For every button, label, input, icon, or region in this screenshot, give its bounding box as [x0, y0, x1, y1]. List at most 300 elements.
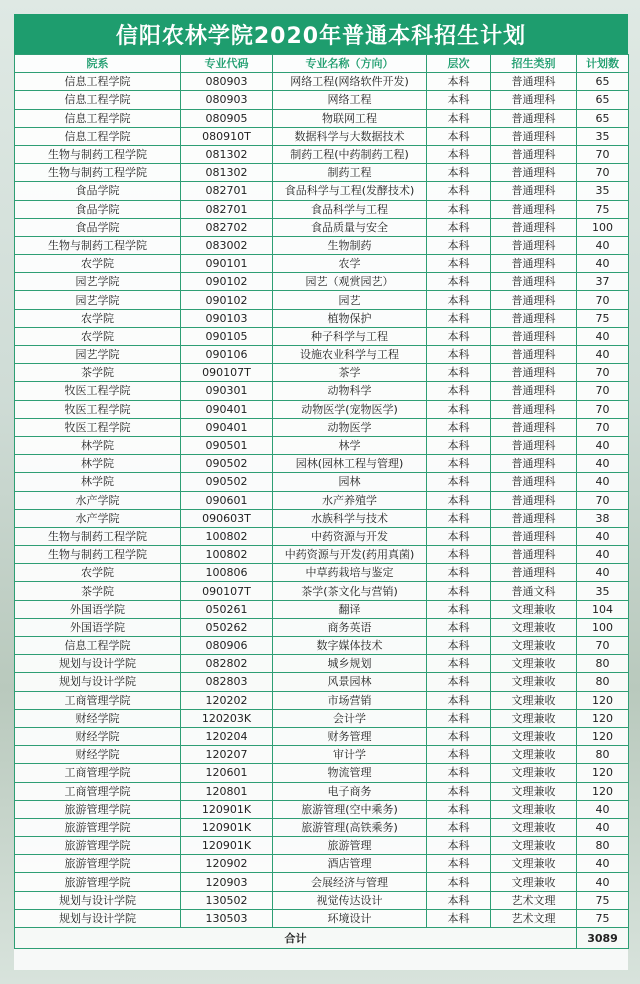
cell-department: 规划与设计学院 [15, 673, 181, 691]
table-row [15, 309, 629, 327]
cell-major-name: 财务管理 [273, 727, 427, 745]
cell-category: 普通理科 [491, 255, 577, 273]
cell-plan-count: 40 [577, 855, 629, 873]
cell-major-code: 090301 [181, 382, 273, 400]
total-value: 3089 [577, 928, 629, 949]
cell-level: 本科 [427, 364, 491, 382]
cell-level: 本科 [427, 837, 491, 855]
table-row [15, 837, 629, 855]
cell-level: 本科 [427, 600, 491, 618]
table-row [15, 909, 629, 927]
cell-major-name: 食品科学与工程 [273, 200, 427, 218]
table-row [15, 527, 629, 545]
header-plan-count: 计划数 [577, 55, 629, 73]
cell-level: 本科 [427, 618, 491, 636]
cell-category: 普通理科 [491, 527, 577, 545]
cell-level: 本科 [427, 746, 491, 764]
cell-department: 农学院 [15, 255, 181, 273]
table-row [15, 109, 629, 127]
cell-level: 本科 [427, 400, 491, 418]
cell-level: 本科 [427, 546, 491, 564]
table-row [15, 746, 629, 764]
cell-major-code: 120902 [181, 855, 273, 873]
cell-major-name: 动物医学 [273, 418, 427, 436]
table-row [15, 418, 629, 436]
cell-category: 普通理科 [491, 382, 577, 400]
table-header-row [15, 55, 629, 73]
cell-level: 本科 [427, 673, 491, 691]
cell-plan-count: 40 [577, 818, 629, 836]
cell-major-name: 动物医学(宠物医学) [273, 400, 427, 418]
cell-major-name: 制药工程 [273, 164, 427, 182]
cell-category: 普通理科 [491, 291, 577, 309]
cell-plan-count: 70 [577, 164, 629, 182]
table-row [15, 400, 629, 418]
cell-major-name: 中药资源与开发 [273, 527, 427, 545]
cell-major-code: 081302 [181, 145, 273, 163]
cell-major-code: 090501 [181, 436, 273, 454]
cell-major-code: 090105 [181, 327, 273, 345]
table-row [15, 509, 629, 527]
cell-department: 食品学院 [15, 200, 181, 218]
cell-plan-count: 70 [577, 400, 629, 418]
page-title: 信阳农林学院2020年普通本科招生计划 [14, 14, 628, 54]
cell-major-name: 动物科学 [273, 382, 427, 400]
cell-major-name: 物联网工程 [273, 109, 427, 127]
cell-level: 本科 [427, 182, 491, 200]
cell-major-code: 082701 [181, 182, 273, 200]
cell-plan-count: 75 [577, 309, 629, 327]
table-row [15, 273, 629, 291]
table-row [15, 291, 629, 309]
cell-plan-count: 70 [577, 637, 629, 655]
cell-department: 外国语学院 [15, 600, 181, 618]
cell-plan-count: 65 [577, 109, 629, 127]
cell-major-code: 090103 [181, 309, 273, 327]
cell-department: 茶学院 [15, 364, 181, 382]
cell-category: 普通理科 [491, 418, 577, 436]
total-row [15, 928, 629, 949]
cell-level: 本科 [427, 637, 491, 655]
cell-major-name: 旅游管理(空中乘务) [273, 800, 427, 818]
cell-major-name: 商务英语 [273, 618, 427, 636]
cell-major-name: 酒店管理 [273, 855, 427, 873]
table-row [15, 436, 629, 454]
cell-plan-count: 75 [577, 200, 629, 218]
cell-category: 文理兼收 [491, 691, 577, 709]
cell-department: 牧医工程学院 [15, 382, 181, 400]
table-row [15, 127, 629, 145]
cell-level: 本科 [427, 73, 491, 91]
cell-major-code: 120207 [181, 746, 273, 764]
cell-major-code: 090401 [181, 418, 273, 436]
cell-level: 本科 [427, 691, 491, 709]
table-row [15, 891, 629, 909]
cell-department: 旅游管理学院 [15, 818, 181, 836]
cell-level: 本科 [427, 218, 491, 236]
cell-category: 文理兼收 [491, 873, 577, 891]
cell-department: 财经学院 [15, 746, 181, 764]
cell-plan-count: 40 [577, 236, 629, 254]
cell-plan-count: 37 [577, 273, 629, 291]
cell-plan-count: 38 [577, 509, 629, 527]
cell-level: 本科 [427, 782, 491, 800]
cell-department: 规划与设计学院 [15, 655, 181, 673]
table-row [15, 382, 629, 400]
cell-major-name: 审计学 [273, 746, 427, 764]
cell-major-name: 食品质量与安全 [273, 218, 427, 236]
cell-plan-count: 40 [577, 346, 629, 364]
table-row [15, 691, 629, 709]
table-row [15, 727, 629, 745]
table-row [15, 346, 629, 364]
cell-department: 林学院 [15, 436, 181, 454]
cell-major-name: 园艺（观赏园艺） [273, 273, 427, 291]
cell-major-code: 120901K [181, 837, 273, 855]
cell-level: 本科 [427, 382, 491, 400]
cell-plan-count: 35 [577, 127, 629, 145]
cell-department: 信息工程学院 [15, 91, 181, 109]
cell-major-name: 园艺 [273, 291, 427, 309]
cell-department: 生物与制药工程学院 [15, 527, 181, 545]
cell-department: 旅游管理学院 [15, 855, 181, 873]
header-department: 院系 [15, 55, 181, 73]
cell-level: 本科 [427, 909, 491, 927]
cell-category: 文理兼收 [491, 655, 577, 673]
cell-category: 普通理科 [491, 127, 577, 145]
table-row [15, 255, 629, 273]
cell-major-name: 视觉传达设计 [273, 891, 427, 909]
cell-major-code: 090603T [181, 509, 273, 527]
cell-category: 文理兼收 [491, 746, 577, 764]
cell-level: 本科 [427, 309, 491, 327]
table-row [15, 673, 629, 691]
cell-department: 牧医工程学院 [15, 418, 181, 436]
cell-category: 普通理科 [491, 473, 577, 491]
cell-major-code: 120202 [181, 691, 273, 709]
cell-department: 工商管理学院 [15, 691, 181, 709]
table-row [15, 582, 629, 600]
cell-major-name: 旅游管理 [273, 837, 427, 855]
cell-level: 本科 [427, 582, 491, 600]
cell-major-code: 080906 [181, 637, 273, 655]
cell-major-name: 水族科学与技术 [273, 509, 427, 527]
total-label: 合计 [15, 928, 577, 949]
cell-department: 园艺学院 [15, 346, 181, 364]
cell-category: 普通理科 [491, 218, 577, 236]
cell-major-name: 植物保护 [273, 309, 427, 327]
cell-level: 本科 [427, 800, 491, 818]
cell-major-code: 090102 [181, 291, 273, 309]
table-row [15, 618, 629, 636]
cell-plan-count: 100 [577, 218, 629, 236]
cell-department: 旅游管理学院 [15, 873, 181, 891]
table-row [15, 546, 629, 564]
cell-level: 本科 [427, 109, 491, 127]
cell-plan-count: 100 [577, 618, 629, 636]
cell-major-code: 090106 [181, 346, 273, 364]
cell-major-code: 120204 [181, 727, 273, 745]
cell-level: 本科 [427, 145, 491, 163]
cell-category: 普通理科 [491, 546, 577, 564]
cell-major-code: 130503 [181, 909, 273, 927]
cell-category: 普通理科 [491, 182, 577, 200]
cell-level: 本科 [427, 564, 491, 582]
cell-major-name: 环境设计 [273, 909, 427, 927]
cell-major-name: 会展经济与管理 [273, 873, 427, 891]
cell-level: 本科 [427, 200, 491, 218]
cell-major-code: 082702 [181, 218, 273, 236]
cell-major-code: 080903 [181, 73, 273, 91]
cell-plan-count: 40 [577, 255, 629, 273]
cell-department: 信息工程学院 [15, 73, 181, 91]
cell-plan-count: 40 [577, 436, 629, 454]
cell-level: 本科 [427, 418, 491, 436]
cell-level: 本科 [427, 527, 491, 545]
cell-level: 本科 [427, 709, 491, 727]
cell-major-code: 080905 [181, 109, 273, 127]
cell-major-name: 网络工程(网络软件开发) [273, 73, 427, 91]
cell-plan-count: 75 [577, 909, 629, 927]
table-row [15, 218, 629, 236]
cell-major-name: 数字媒体技术 [273, 637, 427, 655]
cell-major-code: 080903 [181, 91, 273, 109]
cell-category: 文理兼收 [491, 637, 577, 655]
cell-level: 本科 [427, 255, 491, 273]
cell-major-code: 090101 [181, 255, 273, 273]
cell-major-code: 090401 [181, 400, 273, 418]
cell-category: 文理兼收 [491, 727, 577, 745]
cell-category: 艺术文理 [491, 891, 577, 909]
cell-department: 农学院 [15, 309, 181, 327]
cell-level: 本科 [427, 455, 491, 473]
cell-category: 普通理科 [491, 236, 577, 254]
cell-category: 普通理科 [491, 364, 577, 382]
cell-level: 本科 [427, 291, 491, 309]
cell-major-code: 090102 [181, 273, 273, 291]
cell-department: 农学院 [15, 327, 181, 345]
cell-category: 文理兼收 [491, 600, 577, 618]
cell-category: 普通理科 [491, 346, 577, 364]
enrollment-table [14, 54, 629, 949]
cell-department: 园艺学院 [15, 273, 181, 291]
cell-department: 信息工程学院 [15, 637, 181, 655]
cell-level: 本科 [427, 891, 491, 909]
table-row [15, 91, 629, 109]
cell-major-name: 设施农业科学与工程 [273, 346, 427, 364]
cell-department: 规划与设计学院 [15, 909, 181, 927]
cell-major-code: 050262 [181, 618, 273, 636]
table-row [15, 709, 629, 727]
cell-category: 普通理科 [491, 200, 577, 218]
cell-major-code: 090601 [181, 491, 273, 509]
cell-category: 普通理科 [491, 73, 577, 91]
table-row [15, 564, 629, 582]
cell-major-name: 水产养殖学 [273, 491, 427, 509]
cell-major-name: 生物制药 [273, 236, 427, 254]
cell-major-code: 090502 [181, 473, 273, 491]
cell-category: 普通理科 [491, 436, 577, 454]
cell-department: 食品学院 [15, 218, 181, 236]
enrollment-plan-sheet [14, 14, 628, 970]
cell-major-name: 数据科学与大数据技术 [273, 127, 427, 145]
cell-plan-count: 65 [577, 73, 629, 91]
cell-plan-count: 120 [577, 764, 629, 782]
cell-category: 文理兼收 [491, 800, 577, 818]
cell-category: 文理兼收 [491, 709, 577, 727]
cell-plan-count: 80 [577, 746, 629, 764]
cell-major-code: 100806 [181, 564, 273, 582]
cell-department: 茶学院 [15, 582, 181, 600]
cell-major-name: 林学 [273, 436, 427, 454]
table-row [15, 873, 629, 891]
table-row [15, 73, 629, 91]
cell-category: 普通理科 [491, 509, 577, 527]
table-row [15, 236, 629, 254]
cell-plan-count: 70 [577, 382, 629, 400]
table-row [15, 855, 629, 873]
cell-plan-count: 75 [577, 891, 629, 909]
cell-major-code: 082802 [181, 655, 273, 673]
cell-category: 普通理科 [491, 91, 577, 109]
cell-level: 本科 [427, 164, 491, 182]
cell-plan-count: 40 [577, 473, 629, 491]
cell-category: 普通理科 [491, 491, 577, 509]
table-row [15, 800, 629, 818]
cell-plan-count: 120 [577, 691, 629, 709]
cell-major-code: 100802 [181, 546, 273, 564]
cell-category: 普通理科 [491, 164, 577, 182]
cell-category: 普通理科 [491, 455, 577, 473]
cell-major-name: 茶学(茶文化与营销) [273, 582, 427, 600]
cell-department: 林学院 [15, 473, 181, 491]
cell-category: 普通理科 [491, 564, 577, 582]
cell-plan-count: 40 [577, 873, 629, 891]
cell-plan-count: 70 [577, 364, 629, 382]
table-row [15, 182, 629, 200]
cell-major-name: 翻译 [273, 600, 427, 618]
cell-category: 艺术文理 [491, 909, 577, 927]
cell-plan-count: 35 [577, 582, 629, 600]
cell-category: 普通理科 [491, 109, 577, 127]
table-row [15, 164, 629, 182]
cell-category: 普通文科 [491, 582, 577, 600]
cell-category: 文理兼收 [491, 618, 577, 636]
cell-plan-count: 80 [577, 673, 629, 691]
cell-department: 生物与制药工程学院 [15, 145, 181, 163]
cell-major-name: 农学 [273, 255, 427, 273]
cell-department: 旅游管理学院 [15, 800, 181, 818]
cell-plan-count: 65 [577, 91, 629, 109]
cell-department: 工商管理学院 [15, 782, 181, 800]
cell-plan-count: 40 [577, 800, 629, 818]
cell-department: 园艺学院 [15, 291, 181, 309]
cell-department: 信息工程学院 [15, 109, 181, 127]
cell-plan-count: 70 [577, 418, 629, 436]
cell-major-code: 120903 [181, 873, 273, 891]
cell-department: 牧医工程学院 [15, 400, 181, 418]
cell-major-name: 食品科学与工程(发酵技术) [273, 182, 427, 200]
cell-department: 财经学院 [15, 727, 181, 745]
cell-level: 本科 [427, 346, 491, 364]
cell-major-name: 会计学 [273, 709, 427, 727]
cell-major-code: 082701 [181, 200, 273, 218]
cell-major-name: 中草药栽培与鉴定 [273, 564, 427, 582]
cell-major-name: 物流管理 [273, 764, 427, 782]
cell-major-name: 制药工程(中药制药工程) [273, 145, 427, 163]
cell-major-name: 网络工程 [273, 91, 427, 109]
cell-level: 本科 [427, 327, 491, 345]
cell-major-name: 风景园林 [273, 673, 427, 691]
cell-level: 本科 [427, 236, 491, 254]
cell-major-code: 090107T [181, 364, 273, 382]
cell-major-name: 旅游管理(高铁乘务) [273, 818, 427, 836]
cell-level: 本科 [427, 436, 491, 454]
cell-level: 本科 [427, 473, 491, 491]
table-row [15, 145, 629, 163]
table-row [15, 200, 629, 218]
cell-level: 本科 [427, 873, 491, 891]
cell-category: 文理兼收 [491, 764, 577, 782]
cell-plan-count: 40 [577, 455, 629, 473]
cell-category: 文理兼收 [491, 673, 577, 691]
cell-department: 水产学院 [15, 509, 181, 527]
cell-category: 普通理科 [491, 145, 577, 163]
cell-major-name: 中药资源与开发(药用真菌) [273, 546, 427, 564]
cell-department: 生物与制药工程学院 [15, 236, 181, 254]
header-category: 招生类别 [491, 55, 577, 73]
cell-level: 本科 [427, 727, 491, 745]
cell-category: 普通理科 [491, 400, 577, 418]
cell-department: 生物与制药工程学院 [15, 164, 181, 182]
cell-department: 水产学院 [15, 491, 181, 509]
table-row [15, 764, 629, 782]
table-body [15, 73, 629, 928]
cell-major-code: 050261 [181, 600, 273, 618]
cell-major-code: 090502 [181, 455, 273, 473]
cell-major-name: 城乡规划 [273, 655, 427, 673]
cell-category: 文理兼收 [491, 818, 577, 836]
cell-department: 生物与制药工程学院 [15, 546, 181, 564]
cell-level: 本科 [427, 855, 491, 873]
table-row [15, 600, 629, 618]
cell-department: 食品学院 [15, 182, 181, 200]
cell-major-code: 080910T [181, 127, 273, 145]
cell-plan-count: 35 [577, 182, 629, 200]
cell-plan-count: 80 [577, 837, 629, 855]
header-major-code: 专业代码 [181, 55, 273, 73]
cell-plan-count: 70 [577, 145, 629, 163]
cell-major-code: 120203K [181, 709, 273, 727]
cell-major-code: 083002 [181, 236, 273, 254]
cell-plan-count: 104 [577, 600, 629, 618]
table-row [15, 655, 629, 673]
cell-major-name: 市场营销 [273, 691, 427, 709]
cell-category: 普通理科 [491, 309, 577, 327]
cell-department: 工商管理学院 [15, 764, 181, 782]
cell-department: 旅游管理学院 [15, 837, 181, 855]
cell-major-code: 120901K [181, 800, 273, 818]
cell-department: 信息工程学院 [15, 127, 181, 145]
cell-major-name: 园林(园林工程与管理) [273, 455, 427, 473]
cell-major-code: 081302 [181, 164, 273, 182]
cell-major-code: 120901K [181, 818, 273, 836]
cell-plan-count: 70 [577, 491, 629, 509]
cell-major-name: 电子商务 [273, 782, 427, 800]
cell-plan-count: 120 [577, 782, 629, 800]
cell-category: 普通理科 [491, 273, 577, 291]
table-row [15, 455, 629, 473]
